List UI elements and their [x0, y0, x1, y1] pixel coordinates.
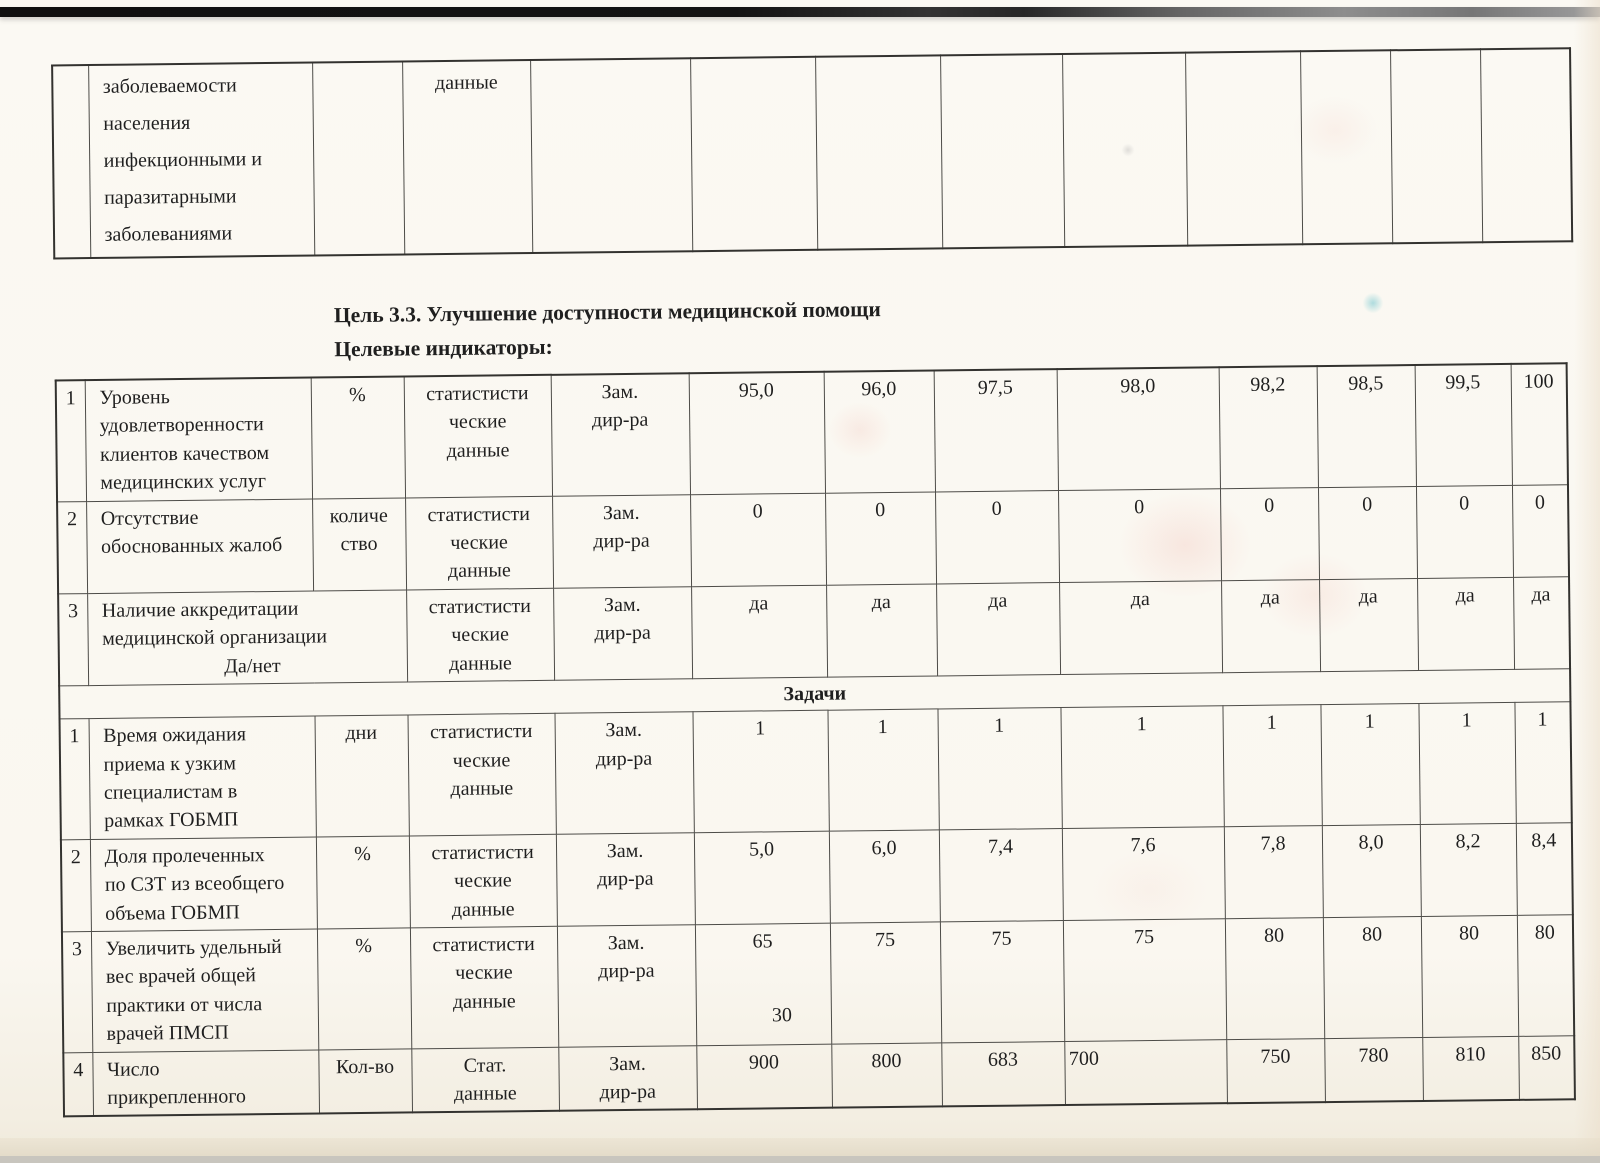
value-cell: да	[1417, 577, 1514, 670]
value-cell	[1390, 49, 1482, 243]
data-source-cell: статистисти ческие данные	[410, 926, 558, 1048]
row-number: 4	[63, 1052, 93, 1117]
goal-title: Цель 3.3. Улучшение доступности медицинской помощи	[333, 297, 881, 328]
value-cell	[940, 54, 1064, 248]
value-cell: 98,2	[1219, 366, 1318, 488]
unit-cell: %	[317, 928, 411, 1050]
table-row	[56, 363, 1568, 501]
indicator-name-text: Отсутствие обоснованных жалоб	[100, 506, 283, 558]
indicator-name	[89, 716, 316, 839]
table-row	[57, 484, 1569, 593]
value-cell: 0	[1512, 484, 1569, 577]
value-cell	[1300, 50, 1392, 244]
table-row	[62, 915, 1574, 1053]
value-cell: 700	[1064, 1039, 1227, 1105]
value-cell: 0	[690, 493, 826, 587]
row-number: 1	[56, 380, 86, 501]
data-source-cell: данные	[402, 60, 532, 254]
indicator-name-subtext: Да/нет	[224, 654, 281, 678]
unit-cell	[312, 61, 404, 255]
value-cell	[690, 57, 817, 251]
value-cell: да	[1513, 577, 1570, 670]
indicator-name-text: Время ожидания приема к узким специалистам в рамках ГОБМП	[103, 723, 247, 833]
value-cell: 1	[1320, 704, 1419, 826]
value-cell	[1185, 51, 1302, 245]
value-cell: 80	[1421, 915, 1518, 1037]
value-cell: 0	[935, 490, 1059, 584]
value-cell: 780	[1324, 1037, 1423, 1102]
value-cell: 850	[1518, 1035, 1575, 1100]
row-number: 1	[60, 719, 90, 840]
indicator-name-text: Число прикрепленного	[106, 1057, 247, 1109]
value-cell: 80	[1517, 915, 1574, 1036]
value-cell: 1	[1418, 703, 1515, 825]
responsible-cell: Зам. дир-ра	[552, 494, 691, 588]
scan-right-edge-artifact	[1574, 0, 1600, 1163]
indicator-name	[92, 1050, 319, 1117]
value-cell: 0	[1416, 485, 1513, 578]
value-cell	[815, 55, 942, 249]
value-cell: 75	[1063, 919, 1226, 1041]
indicator-name-text: Уровень удовлетворенности клиентов качеством медицинских услуг	[99, 386, 270, 495]
value-cell: 1	[1060, 706, 1223, 828]
value-cell: 7,4	[939, 828, 1063, 922]
value-cell: 8,4	[1516, 823, 1573, 916]
value-cell: да	[936, 582, 1060, 676]
indicator-name	[86, 499, 313, 594]
responsible-cell: Зам. дир-ра	[554, 712, 693, 834]
previous-page-table	[51, 47, 1573, 259]
unit-cell: %	[316, 836, 410, 929]
page-number: 30	[771, 1004, 793, 1027]
unit-cell: Кол-во	[318, 1049, 412, 1114]
responsible-cell: Зам. дир-ра	[553, 586, 692, 680]
value-cell: 800	[831, 1043, 942, 1109]
value-cell: 80	[1323, 917, 1422, 1039]
value-cell: 8,2	[1420, 823, 1517, 916]
value-cell: 99,5	[1415, 364, 1512, 486]
value-cell: 0	[1318, 486, 1417, 579]
data-source-cell: статистисти ческие данные	[404, 375, 552, 498]
value-cell: 1	[827, 709, 938, 831]
value-cell: 900	[696, 1044, 832, 1110]
unit-cell: дни	[315, 715, 409, 837]
responsible-cell: Зам. дир-ра	[557, 925, 696, 1047]
value-cell: 95,0	[689, 372, 825, 495]
indicator-name-text: Доля пролеченных по СЗТ из всеобщего объема ГОБМП	[104, 843, 285, 925]
indicator-name	[90, 837, 317, 932]
indicator-name-text: Увеличить удельный вес врачей общей практики от числа врачей ПМСП	[105, 935, 282, 1046]
table-row	[60, 702, 1572, 840]
section-heading	[334, 292, 882, 367]
value-cell: 1	[1514, 702, 1571, 823]
row-number	[52, 65, 90, 258]
value-cell: 75	[830, 922, 941, 1044]
value-cell: 5,0	[694, 831, 830, 925]
tasks-section-label: Задачи	[59, 669, 1570, 720]
value-cell: 8,0	[1322, 824, 1421, 917]
row-number: 3	[58, 593, 88, 685]
value-cell: 7,6	[1062, 827, 1225, 921]
value-cell: 750	[1226, 1038, 1325, 1103]
value-cell: 75	[940, 921, 1064, 1043]
indicator-name	[87, 590, 407, 686]
value-cell: 0	[1220, 487, 1319, 580]
value-cell: да	[1059, 580, 1222, 674]
value-cell: 1	[692, 710, 828, 832]
responsible-cell	[530, 58, 692, 253]
value-cell: 100	[1511, 363, 1568, 485]
scan-bottom-edge-line	[0, 1156, 1600, 1163]
indicator-name	[91, 929, 318, 1052]
value-cell: 1	[1222, 705, 1321, 827]
value-cell: да	[691, 585, 827, 679]
value-cell: 98,5	[1317, 365, 1416, 487]
indicator-name-text: заболеваемости населения инфекционными и паразитарными заболеваниями	[102, 74, 263, 246]
table-row	[61, 823, 1573, 932]
value-cell: 7,8	[1224, 825, 1323, 918]
responsible-cell: Зам. дир-ра	[551, 373, 690, 496]
previous-table-body	[52, 48, 1572, 258]
row-number: 2	[57, 501, 87, 593]
value-cell: 65	[695, 923, 831, 1045]
unit-cell: количе ство	[312, 498, 406, 591]
data-source-cell: статистисти ческие данные	[405, 496, 553, 590]
indicator-name	[88, 63, 314, 259]
data-source-cell: статистисти ческие данные	[406, 588, 554, 682]
table-row	[52, 48, 1572, 258]
value-cell: 810	[1422, 1036, 1519, 1101]
value-cell	[1062, 53, 1187, 247]
target-indicators-label: Целевые индикаторы:	[334, 335, 553, 362]
data-source-cell: статистисти ческие данные	[408, 714, 556, 836]
responsible-cell: Зам. дир-ра	[558, 1045, 697, 1111]
value-cell	[1480, 48, 1572, 242]
scan-bottom-edge-artifact	[0, 1138, 1600, 1156]
row-number: 2	[61, 839, 91, 931]
value-cell: да	[1221, 579, 1320, 672]
value-cell: 0	[825, 492, 936, 585]
value-cell: 6,0	[829, 830, 940, 923]
unit-cell: %	[311, 376, 405, 498]
value-cell: да	[826, 584, 937, 677]
data-source-cell: Стат. данные	[411, 1047, 559, 1113]
value-cell: да	[1319, 578, 1418, 671]
data-source-cell: статистисти ческие данные	[409, 834, 557, 928]
value-cell: 97,5	[934, 369, 1058, 491]
value-cell: 98,0	[1057, 367, 1220, 490]
previous-table-fragment	[51, 47, 1573, 259]
value-cell: 80	[1225, 918, 1324, 1040]
indicator-name	[85, 378, 312, 502]
responsible-cell: Зам. дир-ра	[556, 833, 695, 927]
value-cell: 96,0	[824, 370, 935, 492]
value-cell: 683	[941, 1041, 1065, 1107]
indicator-name-text: Наличие аккредитации медицинской организации	[101, 597, 328, 651]
table-row	[58, 577, 1570, 686]
value-cell: 1	[937, 708, 1061, 830]
row-number: 3	[62, 932, 92, 1053]
value-cell: 0	[1058, 488, 1221, 582]
